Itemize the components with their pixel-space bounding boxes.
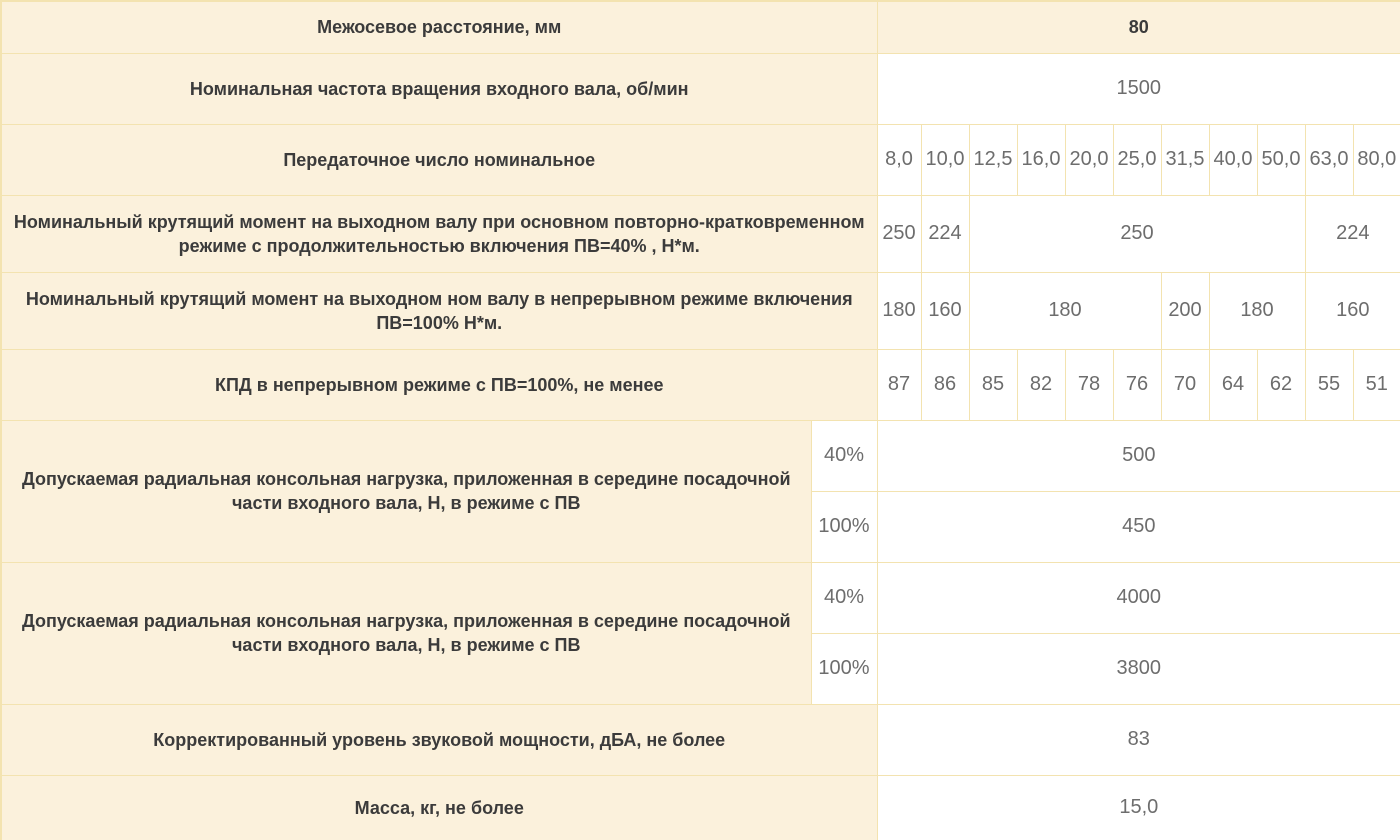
efficiency-cell: 76 — [1113, 349, 1161, 420]
radial-load-2-mode: 100% — [811, 633, 877, 704]
torque-40-cell: 224 — [921, 195, 969, 272]
row-torque-100 — [1, 272, 1400, 349]
efficiency-cell: 64 — [1209, 349, 1257, 420]
center-distance-value: 80 — [877, 1, 1400, 53]
row-torque-40 — [1, 195, 1400, 272]
center-distance-label: Межосевое расстояние, мм — [1, 1, 877, 53]
gear-ratio-label: Передаточное число номинальное — [1, 124, 877, 195]
torque-100-cell: 180 — [1209, 272, 1305, 349]
radial-load-2-label: Допускаемая радиальная консольная нагрузка, приложенная в середине посадочной части входного вала, Н, в режиме с ПВ — [1, 562, 811, 704]
torque-100-cell: 160 — [1305, 272, 1400, 349]
noise-label: Корректированный уровень звуковой мощности, дБА, не более — [1, 704, 877, 775]
torque-40-cell: 224 — [1305, 195, 1400, 272]
radial-load-2-mode: 40% — [811, 562, 877, 633]
row-radial-load-1-40 — [1, 420, 1400, 491]
row-mass — [1, 775, 1400, 840]
torque-100-cell: 160 — [921, 272, 969, 349]
torque-40-label: Номинальный крутящий момент на выходном валу при основном повторно-кратковременном режиме с продолжительностью включения ПВ=40% , Н*м. — [1, 195, 877, 272]
gear-ratio-cell: 10,0 — [921, 124, 969, 195]
radial-load-2-value: 3800 — [877, 633, 1400, 704]
torque-100-cell: 200 — [1161, 272, 1209, 349]
efficiency-cell: 85 — [969, 349, 1017, 420]
noise-value: 83 — [877, 704, 1400, 775]
input-speed-label: Номинальная частота вращения входного вала, об/мин — [1, 53, 877, 124]
row-radial-load-2-40 — [1, 562, 1400, 633]
radial-load-1-mode: 100% — [811, 491, 877, 562]
gear-ratio-cell: 50,0 — [1257, 124, 1305, 195]
gear-ratio-cell: 12,5 — [969, 124, 1017, 195]
gear-ratio-cell: 40,0 — [1209, 124, 1257, 195]
torque-40-cell: 250 — [969, 195, 1305, 272]
efficiency-cell: 78 — [1065, 349, 1113, 420]
row-center-distance — [1, 1, 1400, 53]
torque-100-label: Номинальный крутящий момент на выходном ном валу в непрерывном режиме включения ПВ=100% Н*м. — [1, 272, 877, 349]
mass-label: Масса, кг, не более — [1, 775, 877, 840]
row-gear-ratio — [1, 124, 1400, 195]
torque-40-cell: 250 — [877, 195, 921, 272]
radial-load-1-value: 450 — [877, 491, 1400, 562]
efficiency-cell: 51 — [1353, 349, 1400, 420]
efficiency-label: КПД в непрерывном режиме с ПВ=100%, не менее — [1, 349, 877, 420]
mass-value: 15,0 — [877, 775, 1400, 840]
row-efficiency — [1, 349, 1400, 420]
row-input-speed — [1, 53, 1400, 124]
efficiency-cell: 62 — [1257, 349, 1305, 420]
gear-ratio-cell: 8,0 — [877, 124, 921, 195]
efficiency-cell: 70 — [1161, 349, 1209, 420]
efficiency-cell: 86 — [921, 349, 969, 420]
gear-ratio-cell: 63,0 — [1305, 124, 1353, 195]
radial-load-1-label: Допускаемая радиальная консольная нагрузка, приложенная в середине посадочной части входного вала, Н, в режиме с ПВ — [1, 420, 811, 562]
radial-load-2-value: 4000 — [877, 562, 1400, 633]
efficiency-cell: 55 — [1305, 349, 1353, 420]
input-speed-value: 1500 — [877, 53, 1400, 124]
torque-100-cell: 180 — [877, 272, 921, 349]
torque-100-cell: 180 — [969, 272, 1161, 349]
gear-ratio-cell: 80,0 — [1353, 124, 1400, 195]
gear-ratio-cell: 31,5 — [1161, 124, 1209, 195]
gear-ratio-cell: 16,0 — [1017, 124, 1065, 195]
gear-ratio-cell: 25,0 — [1113, 124, 1161, 195]
gear-ratio-cell: 20,0 — [1065, 124, 1113, 195]
radial-load-1-mode: 40% — [811, 420, 877, 491]
efficiency-cell: 82 — [1017, 349, 1065, 420]
radial-load-1-value: 500 — [877, 420, 1400, 491]
row-noise — [1, 704, 1400, 775]
efficiency-cell: 87 — [877, 349, 921, 420]
